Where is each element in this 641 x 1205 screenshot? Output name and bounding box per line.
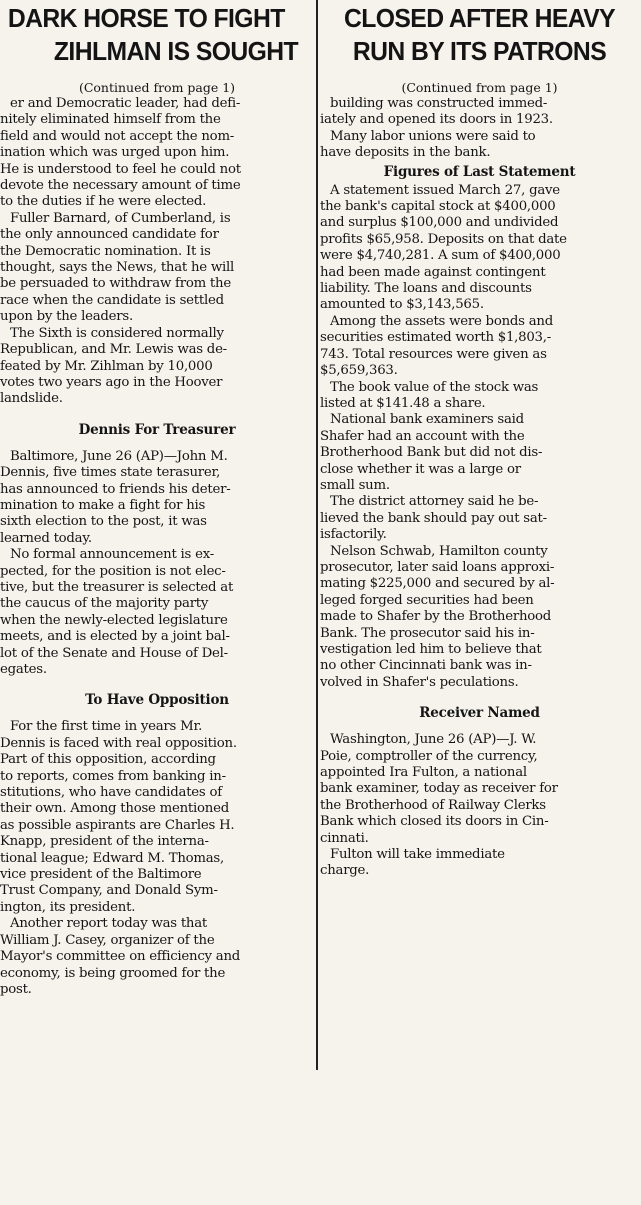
column-rule [316,0,318,1070]
text-line: building was constructed immed- [330,96,548,111]
text-line: lot of the Senate and House of Del- [0,645,228,661]
text-line: A statement issued March 27, gave [330,182,560,198]
left-para-2 [0,211,314,326]
text-line: liability. The loans and discounts [320,281,532,297]
text-line: Mayor's committee on efficiency and [0,949,241,965]
text-line: race when the candidate is settled [0,292,224,308]
text-line: Knapp, president of the interna- [0,834,209,850]
left-para-5 [0,547,314,678]
left-subhead-opposition: To Have Opposition [85,692,229,709]
text-line: vice president of the Baltimore [0,867,202,883]
text-line: ington, its president. [0,899,136,915]
text-line: profits $65,958. Deposits on that date [320,231,567,247]
text-line: Trust Company, and Donald Sym- [0,883,218,899]
text-line: Washington, June 26 (AP)—J. W. [330,732,537,748]
right-para-2 [320,129,639,162]
text-line: field and would not accept the nom- [0,128,235,144]
left-para-4 [0,449,314,547]
text-line: prosecutor, later said loans approxi- [320,559,555,575]
text-line: securities estimated worth $1,803,- [320,330,551,346]
right-para-4 [320,314,639,380]
text-line: $5,659,363. [320,363,398,379]
left-para-3 [0,326,314,408]
text-line: volved in Shafer's peculations. [320,674,519,690]
text-line: had been made against contingent [320,264,546,280]
left-headline-line-1: DARK HORSE TO FIGHT [7,3,285,33]
text-line: meets, and is elected by a joint bal- [0,629,230,645]
left-column [0,0,314,1205]
text-line: Brotherhood Bank but did not dis- [320,445,543,461]
left-para-7 [0,916,314,998]
text-line: He is understood to feel he could not [0,161,241,177]
text-line: their own. Among those mentioned [0,801,229,817]
text-line: lieved the bank should pay out sat- [320,510,547,526]
text-line: the only announced candidate for [0,227,219,243]
text-line: listed at $141.48 a share. [320,395,486,411]
text-line: er and Democratic leader, had defi- [10,96,241,111]
text-line: no other Cincinnati bank was in- [320,658,532,674]
right-headline-line-2: RUN BY ITS PATRONS [352,36,607,66]
text-line: stitutions, who have candidates of [0,785,222,801]
text-line: The book value of the stock was [330,379,539,395]
text-line: Nelson Schwab, Hamilton county [330,543,548,559]
text-line: National bank examiners said [330,412,524,428]
right-para-9 [320,732,639,847]
text-line: tional league; Edward M. Thomas, [0,850,224,866]
text-line: feated by Mr. Zihlman by 10,000 [0,358,213,374]
text-line: Bank which closed its doors in Cin- [320,814,549,830]
text-line: were $4,740,281. A sum of $400,000 [320,248,561,264]
text-line: thought, says the News, that he will [0,260,235,276]
text-line: For the first time in years Mr. [10,719,203,735]
text-line: have deposits in the bank. [320,145,491,161]
text-line: Fulton will take immediate [330,847,505,863]
text-line: the bank's capital stock at $400,000 [320,199,556,215]
text-line: appointed Ira Fulton, a national [320,765,527,781]
text-line: egates. [0,662,47,677]
text-line: close whether it was a large or [320,461,521,477]
text-line: William J. Casey, organizer of the [0,932,215,948]
text-line: vestigation led him to believe that [320,642,542,657]
text-line: Shafer had an account with the [320,428,525,444]
text-line: amounted to $3,143,565. [320,297,484,313]
text-line: as possible aspirants are Charles H. [0,817,235,833]
right-para-1 [320,96,639,129]
right-column [320,0,639,1205]
text-line: 743. Total resources were given as [320,346,547,362]
left-subhead-treasurer: Dennis For Treasurer [78,421,236,438]
text-line: the Democratic nomination. It is [0,243,211,259]
left-headline-line-2: ZIHLMAN IS SOUGHT [53,36,299,66]
text-line: charge. [320,863,370,879]
right-headline [328,0,631,68]
text-line: nitely eliminated himself from the [0,112,221,128]
text-line: Republican, and Mr. Lewis was de- [0,342,227,358]
text-line: economy, is being groomed for the [0,965,226,981]
right-para-5 [320,380,639,413]
left-continued-note: (Continued from page 1) [78,80,236,95]
text-line: Poie, comptroller of the currency, [320,748,538,764]
text-line: tive, but the treasurer is selected at [0,579,234,595]
text-line: Part of this opposition, according [0,752,216,768]
text-line: learned today. [0,530,92,546]
text-line: bank examiner, today as receiver for [320,781,558,797]
right-para-6 [320,412,639,494]
text-line: iately and opened its doors in 1923. [320,112,553,128]
text-line: Fuller Barnard, of Cumberland, is [10,210,231,226]
text-line: The Sixth is considered normally [10,325,224,341]
text-line: Bank. The prosecutor said his in- [320,625,535,641]
text-line: when the newly-elected legislature [0,612,228,628]
text-line: Dennis is faced with real opposition. [0,735,237,751]
text-line: The district attorney said he be- [330,494,539,510]
text-line: Another report today was that [10,916,208,932]
left-para-1 [0,96,314,211]
text-line: leged forged securities had been [320,592,534,608]
text-line: landslide. [0,391,63,407]
text-line: Many labor unions were said to [330,128,536,144]
text-line: isfactorily. [320,527,387,543]
text-line: No formal announcement is ex- [10,547,214,563]
text-line: mination to make a fight for his [0,497,206,513]
text-line: votes two years ago in the Hoover [0,374,223,390]
right-para-8 [320,544,639,692]
text-line: has announced to friends his deter- [0,481,231,497]
right-para-3 [320,183,639,314]
right-para-7 [320,494,639,543]
text-line: post. [0,981,32,997]
text-line: mating $225,000 and secured by al- [320,576,555,592]
text-line: Baltimore, June 26 (AP)—John M. [10,448,228,464]
right-continued-note: (Continued from page 1) [401,80,558,95]
text-line: devote the necessary amount of time [0,178,241,194]
right-headline-line-1: CLOSED AFTER HEAVY [343,3,616,33]
text-line: to reports, comes from banking in- [0,768,226,784]
text-line: cinnati. [320,830,369,846]
text-line: the Brotherhood of Railway Clerks [320,797,546,813]
left-headline [8,0,306,68]
text-line: pected, for the position is not elec- [0,563,226,579]
text-line: to the duties if he were elected. [0,194,207,210]
right-subhead-receiver: Receiver Named [419,705,540,722]
text-line: made to Shafer by the Brotherhood [320,609,552,625]
text-line: sixth election to the post, it was [0,514,207,530]
text-line: Dennis, five times state terasurer, [0,465,221,481]
text-line: and surplus $100,000 and undivided [320,215,559,231]
right-para-10 [320,847,639,880]
text-line: be persuaded to withdraw from the [0,276,231,292]
text-line: the caucus of the majority party [0,596,209,612]
text-line: small sum. [320,477,390,493]
text-line: upon by the leaders. [0,309,133,325]
text-line: ination which was urged upon him. [0,145,230,161]
left-para-6 [0,719,314,916]
right-subhead-figures: Figures of Last Statement [383,163,576,180]
text-line: Among the assets were bonds and [330,313,553,329]
